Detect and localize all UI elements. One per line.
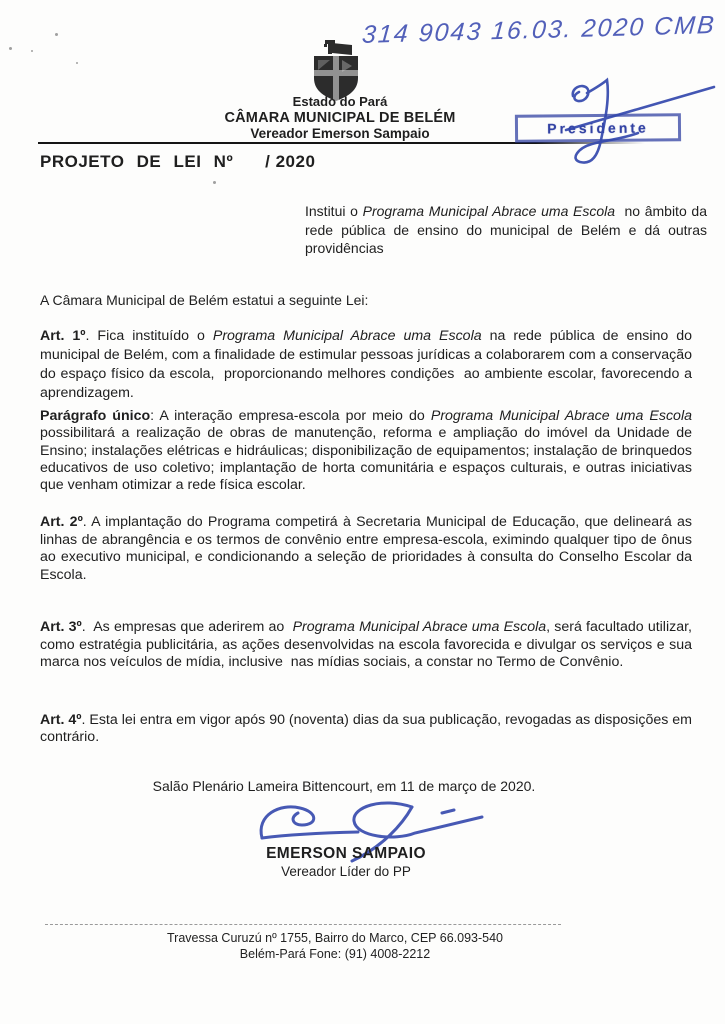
signature-block	[0, 845, 692, 879]
signer-title: Vereador Líder do PP	[281, 864, 411, 879]
article-2: Art. 2º. A implantação do Programa competirá à Secretaria Municipal de Educação, que delineará as linhas de abrangência e os termos de convênio entre empresa-escola, eximindo qualquer tipo de ônus ao executivo municipal, e condicionando a seleção de prioridades à consulta do Conselho Escolar da Escola.	[40, 514, 696, 583]
footer-address-block	[40, 930, 630, 962]
document-title-label: PROJETO DE LEI Nº	[40, 152, 234, 171]
document-number: / 2020	[265, 152, 316, 171]
letterhead	[120, 95, 560, 141]
document-title	[40, 152, 315, 172]
footer-address-line: Travessa Curuzú nº 1755, Bairro do Marco, CEP 66.093-540	[167, 931, 503, 945]
article-3: Art. 3º. As empresas que aderirem ao Programa Municipal Abrace uma Escola, será facultado utilizar, como estratégia publicitária, as ações desenvolvidas na escola favorecida e divulgar os serviços e sua marca nos veículos de mídia, inclusive nas mídias sociais, a constar no Termo de Convênio.	[40, 619, 696, 671]
signer-name: EMERSON SAMPAIO	[266, 845, 426, 862]
enacting-clause: A Câmara Municipal de Belém estatui a seguinte Lei:	[40, 292, 369, 308]
footer-divider	[45, 924, 561, 925]
scan-speck	[31, 50, 33, 52]
letterhead-state: Estado do Pará	[292, 94, 388, 109]
letterhead-author: Vereador Emerson Sampaio	[250, 125, 430, 141]
article-1: Art. 1º. Fica instituído o Programa Municipal Abrace uma Escola na rede pública de ensino do municipal de Belém, com a finalidade de estimular pessoas jurídicas a colaborarem com a conservação do espaço físico da escola, proporcionando melhores condições ao ambiente escolar, favorecendo a aprendizagem.	[40, 328, 696, 401]
coat-of-arms	[308, 40, 366, 102]
letterhead-institution: CÂMARA MUNICIPAL DE BELÉM	[224, 109, 456, 126]
article-4: Art. 4º. Esta lei entra em vigor após 90 (noventa) dias da sua publicação, revogadas as disposições em contrário.	[40, 712, 696, 745]
place-date-line: Salão Plenário Lameira Bittencourt, em 11 de março de 2020.	[152, 778, 536, 794]
president-signature	[540, 55, 725, 185]
sole-paragraph: Parágrafo único: A interação empresa-escola por meio do Programa Municipal Abrace uma Escola possibilitará a realização de obras de manutenção, reforma e ampliação do imóvel da Unidade de Ensino; instalações elétricas e hidráulicas; disponibilização de equipamentos; instalação de brinquedos educativos de uso coletivo; implantação de horta comunitária e espaços culturais, e outras iniciativas que venham otimizar a rede física escolar.	[40, 408, 696, 494]
footer-phone-line: Belém-Pará Fone: (91) 4008-2212	[239, 947, 431, 961]
scan-speck	[9, 47, 12, 50]
scan-speck	[213, 181, 216, 184]
scan-speck	[55, 33, 58, 36]
protocol-handwriting: 314 9043 16.03. 2020 CMB	[361, 10, 717, 49]
scan-speck	[76, 62, 78, 64]
bill-summary: Institui o Programa Municipal Abrace uma Escola no âmbito da rede pública de ensino do municipal de Belém e dá outras providências	[305, 203, 711, 256]
presidente-stamp-label: Presidente	[547, 119, 649, 137]
